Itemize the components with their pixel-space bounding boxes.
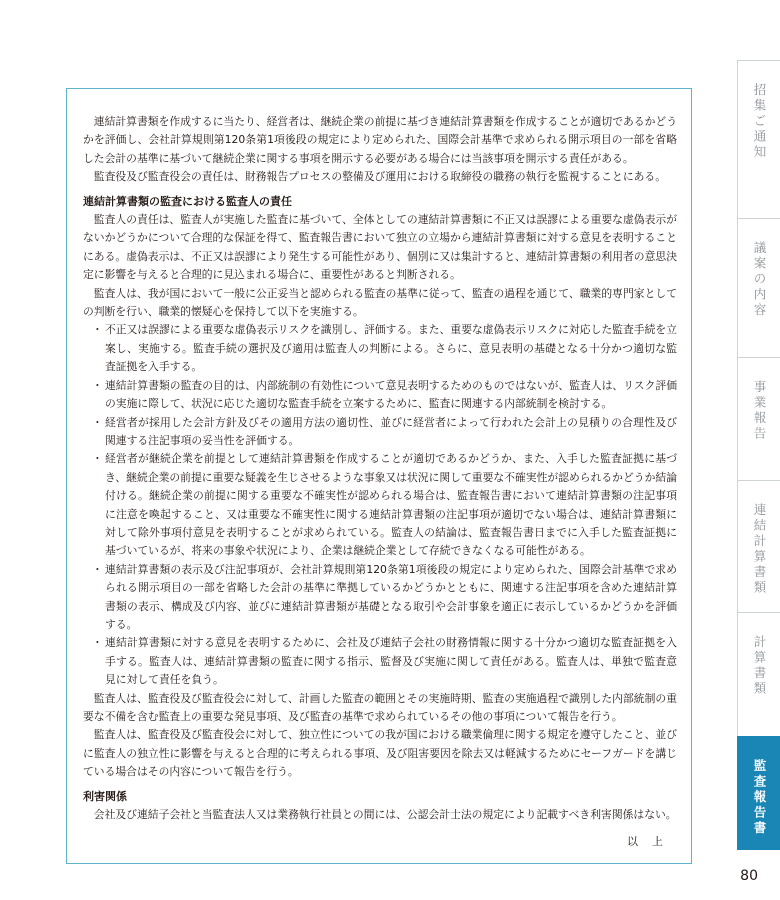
list-item: ・ 連結計算書類に対する意見を表明するために、会社及び連結子会社の財務情報に関する十分かつ適切な監査証拠を入手する。監査人は、連結計算書類の監査に関する指示、監督及び実施に関して責任がある。監査人は、単独で監査意見に対して責任を負う。 xyxy=(105,634,677,689)
tab-consolidated-statements[interactable] xyxy=(737,480,780,612)
tab-label: 招集ご通知 xyxy=(752,83,767,161)
interest-paragraph: 会社及び連結子会社と当監査法人又は業務執行社員との間には、公認会計士法の規定により記載すべき利害関係はない。 xyxy=(93,808,677,822)
tab-audit-report[interactable] xyxy=(737,736,780,850)
tab-label: 計算書類 xyxy=(752,635,767,697)
intro-paragraph: 連結計算書類を作成するに当たり、経営者は、継続企業の前提に基づき連結計算書類を作成することが適切であるかどうかを評価し、会社計算規則第120条第1項後段の規定により定められた、国際会計基準で求められる開示項目の一部を省略した会計の基準に基づいて継続企業に関する事項を開示する必要がある場合には当該事項を開示する責任がある。 xyxy=(83,115,677,165)
list-item: ・ 経営者が継続企業を前提として連結計算書類を作成することが適切であるかどうか、また、入手した監査証拠に基づき、継続企業の前提に重要な疑義を生じさせるような事象又は状況に関して重要な不確実性が認められるかどうか結論付ける。継続企業の前提に関する重要な不確実性が認められる場合は、監査報告書において連結計算書類の注記事項に注意を喚起すること、又は重要な不確実性に関する連結計算書類の注記事項が適切でない場合は、連結計算書類に対して除外事項付意見を表明することが求められている。監査人の結論は、監査報告書日までに入手した監査証拠に基づいているが、将来の事象や状況により、企業は継続企業として存続できなくなる可能性がある。 xyxy=(105,450,677,560)
tab-financial-statements[interactable] xyxy=(737,612,780,736)
tab-business-report[interactable] xyxy=(737,357,780,480)
section-heading-auditor-responsibility: 連結計算書類の監査における監査人の責任 xyxy=(83,194,292,208)
list-item: ・ 連結計算書類の監査の目的は、内部統制の有効性について意見表明するためのものではないが、監査人は、リスク評価の実施に際して、状況に応じた適切な監査手続を立案するために、監査に関連する内部統制を検討する。 xyxy=(105,377,677,414)
auditor-paragraph: 監査人は、監査役及び監査役会に対して、独立性についての我が国における職業倫理に関する規定を遵守したこと、並びに監査人の独立性に影響を与えると合理的に考えられる事項、及び阻害要因を除去又は軽減するためにセーフガードを講じている場合はその内容について報告を行う。 xyxy=(83,728,677,779)
tab-proposals[interactable] xyxy=(737,218,780,357)
list-item: ・ 経営者が採用した会計方針及びその適用方法の適切性、並びに経営者によって行われた会計上の見積りの合理性及び関連する注記事項の妥当性を評価する。 xyxy=(105,414,677,451)
section-heading-interest: 利害関係 xyxy=(83,789,127,803)
report-text-box xyxy=(66,88,692,864)
tab-label: 監査報告書 xyxy=(752,759,767,837)
tab-label: 連結計算書類 xyxy=(752,503,767,596)
tab-label: 事業報告 xyxy=(752,380,767,442)
auditor-procedure-list xyxy=(83,321,677,689)
section-sidebar xyxy=(737,60,780,850)
list-item: ・ 連結計算書類の表示及び注記事項が、会社計算規則第120条第1項後段の規定により定められた、国際会計基準で求められる開示項目の一部を省略した会計の基準に準拠しているかどうかとともに、関連する注記事項を含めた連結計算書類の表示、構成及び内容、並びに連結計算書類が基礎となる取引や会計事象を適正に表示しているかどうかを評価する。 xyxy=(105,561,677,635)
auditor-paragraph: 監査人の責任は、監査人が実施した監査に基づいて、全体としての連結計算書類に不正又は誤謬による重要な虚偽表示がないかどうかについて合理的な保証を得て、監査報告書において独立の立場から連結計算書類に対する意見を表明することにある。虚偽表示は、不正又は誤謬により発生する可能性があり、個別に又は集計すると、連結計算書類の利用者の意思決定に影響を与えると合理的に見込まれる場合に、重要性があると判断される。 xyxy=(83,213,677,282)
tab-notice[interactable] xyxy=(737,60,780,218)
closing-mark: 以上 xyxy=(627,835,677,848)
page-number: 80 xyxy=(740,868,758,884)
tab-label: 議案の内容 xyxy=(752,241,767,319)
auditor-paragraph: 監査人は、監査役及び監査役会に対して、計画した監査の範囲とその実施時期、監査の実施過程で識別した内部統制の重要な不備を含む監査上の重要な発見事項、及び監査の基準で求められているその他の事項について報告を行う。 xyxy=(83,691,677,723)
auditor-paragraph: 監査人は、我が国において一般に公正妥当と認められる監査の基準に従って、監査の過程を通じて、職業的専門家としての判断を行い、職業的懐疑心を保持して以下を実施する。 xyxy=(83,286,677,319)
list-item: ・ 不正又は誤謬による重要な虚偽表示リスクを識別し、評価する。また、重要な虚偽表示リスクに対応した監査手続を立案し、実施する。監査手続の選択及び適用は監査人の判断による。さらに、意見表明の基礎となる十分かつ適切な監査証拠を入手する。 xyxy=(105,321,677,376)
intro-paragraph: 監査役及び監査役会の責任は、財務報告プロセスの整備及び運用における取締役の職務の執行を監視することにある。 xyxy=(93,170,667,184)
